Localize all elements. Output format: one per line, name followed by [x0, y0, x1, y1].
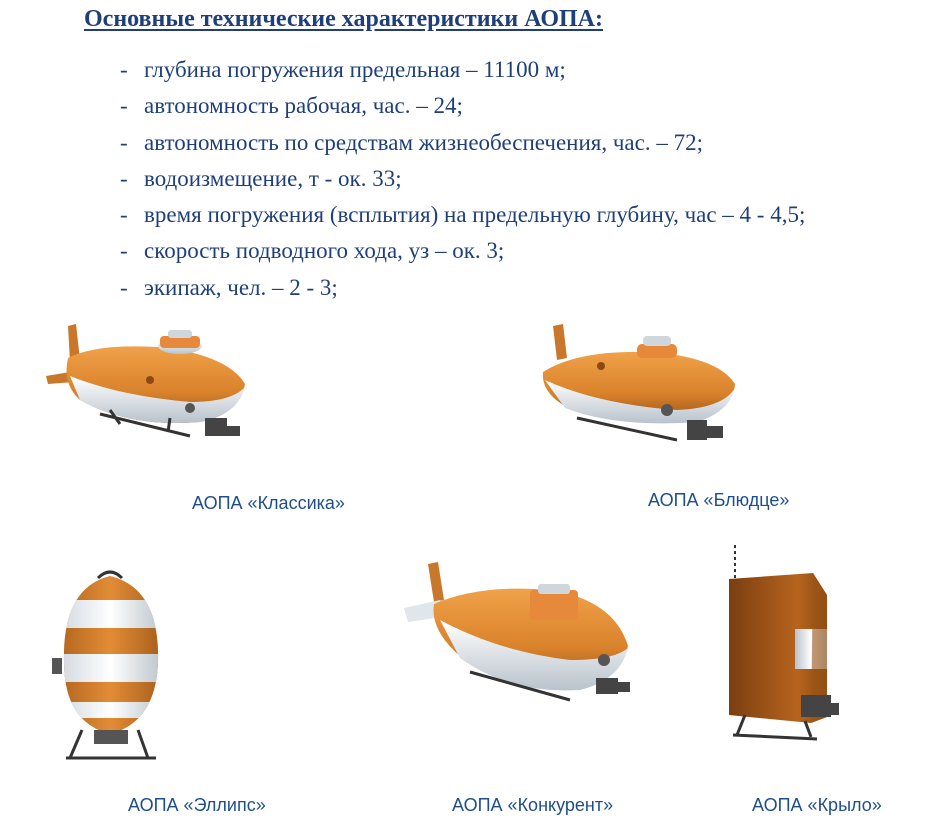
- caption-bludtse: АОПА «Блюдце»: [648, 490, 790, 510]
- page-title: Основные технические характеристики АОПА:: [84, 6, 603, 32]
- caption-krylo: АОПА «Крыло»: [752, 795, 882, 815]
- specs-list: [120, 52, 805, 306]
- spec-dive-time: - время погружения (всплытия) на предельную глубину, час – 4 - 4,5;: [120, 197, 805, 233]
- spec-life-support-autonomy: - автономность по средствам жизнеобеспечения, час. – 72;: [120, 125, 805, 161]
- submersible-klassika-image: [40, 318, 255, 453]
- spec-speed: - скорость подводного хода, уз – ок. 3;: [120, 233, 805, 269]
- caption-konkurent: АОПА «Конкурент»: [452, 795, 614, 815]
- submersible-krylo-image: [725, 545, 850, 745]
- submersible-bludtse-image: [537, 322, 747, 457]
- caption-klassika: АОПА «Классика»: [192, 493, 345, 513]
- submersible-konkurent-image: [400, 560, 640, 710]
- spec-displacement: - водоизмещение, т - ок. 33;: [120, 161, 805, 197]
- spec-working-autonomy: - автономность рабочая, час. – 24;: [120, 88, 805, 124]
- submersible-ellips-image: [48, 562, 173, 777]
- caption-ellips: АОПА «Эллипс»: [128, 795, 266, 815]
- spec-crew: - экипаж, чел. – 2 - 3;: [120, 270, 805, 306]
- spec-depth: - глубина погружения предельная – 11100 м;: [120, 52, 805, 88]
